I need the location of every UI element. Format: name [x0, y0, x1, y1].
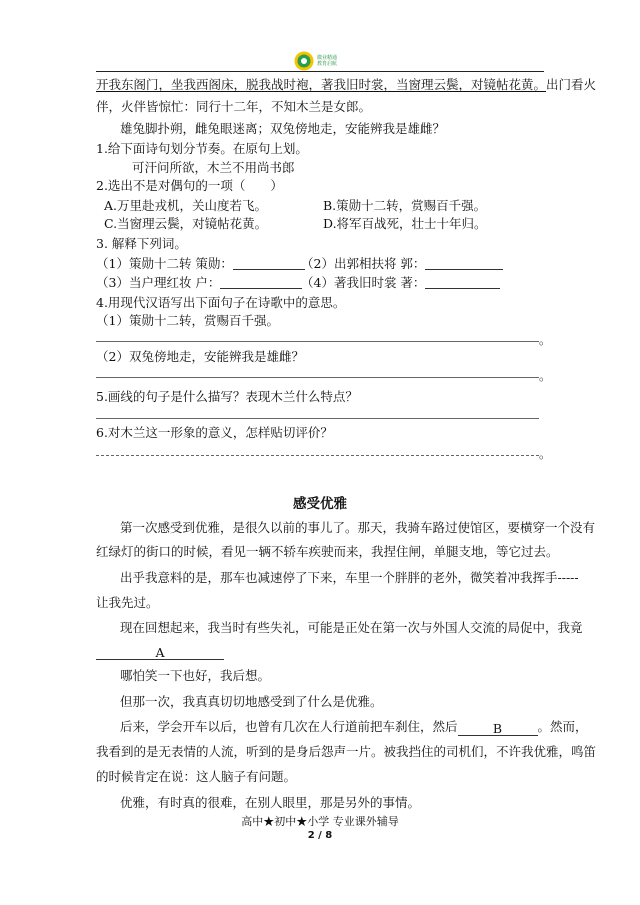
logo-text-line2: 教育启航 [317, 61, 338, 67]
header-rule [96, 71, 544, 72]
article-p2-line1: 出乎我意料的是，那车也减速停了下来，车里一个胖胖的老外，微笑着冲我挥手----- [120, 570, 579, 585]
article-p1-line2: 红绿灯的街口的时候，看见一辆不轿车疾驶而来，我捏住闸，单腿支地，等它过去。 [96, 544, 559, 559]
answer-blank[interactable] [425, 275, 500, 289]
question-3-item-1: （1）策勋十二转 策勋： [96, 256, 305, 272]
question-2-option-d: D.将军百战死，壮士十年归。 [323, 216, 487, 231]
question-3-item-3: （3）当户理红妆 户： [96, 275, 302, 291]
article-title: 感受优雅 [293, 496, 347, 512]
question-2: 2.选出不是对偶句的一项（ ） [96, 178, 283, 193]
poem-line-3: 雄兔脚扑朔，雌兔眼迷离；双兔傍地走，安能辨我是雄雌？ [120, 121, 446, 136]
underlined-sentence: 开我东阁门，坐我西阁床，脱我战时袍，著我旧时裳，当窗理云鬓，对镜帖花黄。 [96, 77, 547, 92]
question-4-sentence-2: （2）双兔傍地走，安能辨我是雄雌？ [96, 349, 304, 364]
question-5: 5.画线的句子是什么描写？表现木兰什么特点？ [96, 389, 358, 404]
article-p2-line2: 让我先过。 [96, 595, 159, 610]
question-4: 4.用现代汉语写出下面句子在诗歌中的意思。 [96, 295, 346, 310]
answer-line[interactable] [96, 341, 539, 342]
answer-line[interactable] [96, 418, 539, 419]
answer-blank[interactable] [233, 256, 305, 270]
question-1: 1.给下面诗句划分节奏。在原句上划。 [96, 141, 308, 156]
question-3-item-4: （4）著我旧时裳 著： [301, 275, 500, 291]
question-2-option-b: B.策勋十二转，赏赐百千强。 [323, 198, 487, 213]
answer-line[interactable] [96, 377, 539, 378]
answer-blank-b[interactable]: B [458, 722, 538, 736]
answer-end-mark: 。 [539, 447, 552, 461]
logo-icon [294, 51, 314, 71]
article-p3-line2 [96, 643, 546, 660]
article-p4: 哪怕笑一下也好，我后想。 [120, 668, 271, 683]
page-number: 2 / 8 [307, 830, 333, 841]
question-2-option-a: A.万里赴戎机，关山度若飞。 [104, 198, 268, 213]
footer-tagline: 高中★初中★小学 专业课外辅导 [241, 815, 399, 828]
article-p7: 优雅，有时真的很难，在别人眼里，那是另外的事情。 [120, 795, 421, 810]
article-p5: 但那一次，我真真切切地感受到了什么是优雅。 [120, 694, 383, 709]
question-3: 3. 解释下列词。 [96, 236, 187, 251]
poem-line-1 [96, 77, 597, 93]
article-p6-line3: 的时候肯定在说：这人脑子有问题。 [96, 769, 297, 784]
article-p6-line1: 后来，学会开车以后，也曾有几次在人行道前把车刹住，然后 B 。然而， [120, 719, 588, 736]
question-3-item-2: （2）出郭相扶将 郭： [301, 256, 503, 272]
answer-end-mark: 。 [539, 333, 552, 347]
answer-blank[interactable] [220, 275, 302, 289]
article-p3-line1: 现在回想起来，我当时有些失礼，可能是正处在第一次与外国人交流的局促中，我竟 [120, 620, 583, 635]
question-2-option-c: C.当窗理云鬓，对镜帖花黄。 [104, 216, 268, 231]
question-1-sentence: 可汗问所欲，木兰不用尚书郎 [132, 160, 295, 175]
answer-line[interactable] [96, 455, 539, 456]
question-6: 6.对木兰这一形象的意义，怎样贴切评价？ [96, 425, 333, 440]
article-p1-line1: 第一次感受到优雅，是很久以前的事儿了。那天，我骑车路过使馆区，要横穿一个没有 [120, 520, 596, 535]
poem-line-1-tail: 出门看火 [546, 77, 597, 92]
question-4-sentence-1: （1）策勋十二转，赏赐百千强。 [96, 313, 279, 328]
logo-text-line1: 微业精通 [317, 55, 338, 61]
answer-blank[interactable] [425, 256, 503, 270]
poem-line-2: 伴，火伴皆惊忙：同行十二年，不知木兰是女郎。 [96, 99, 372, 114]
answer-end-mark: 。 [539, 369, 552, 383]
answer-blank-a[interactable]: A [96, 646, 224, 660]
header-logo [294, 51, 337, 71]
article-p6-line2: 我看到的是无表情的人流，听到的是身后怨声一片。被我挡住的司机们，不许我优雅，鸣笛 [96, 744, 597, 759]
